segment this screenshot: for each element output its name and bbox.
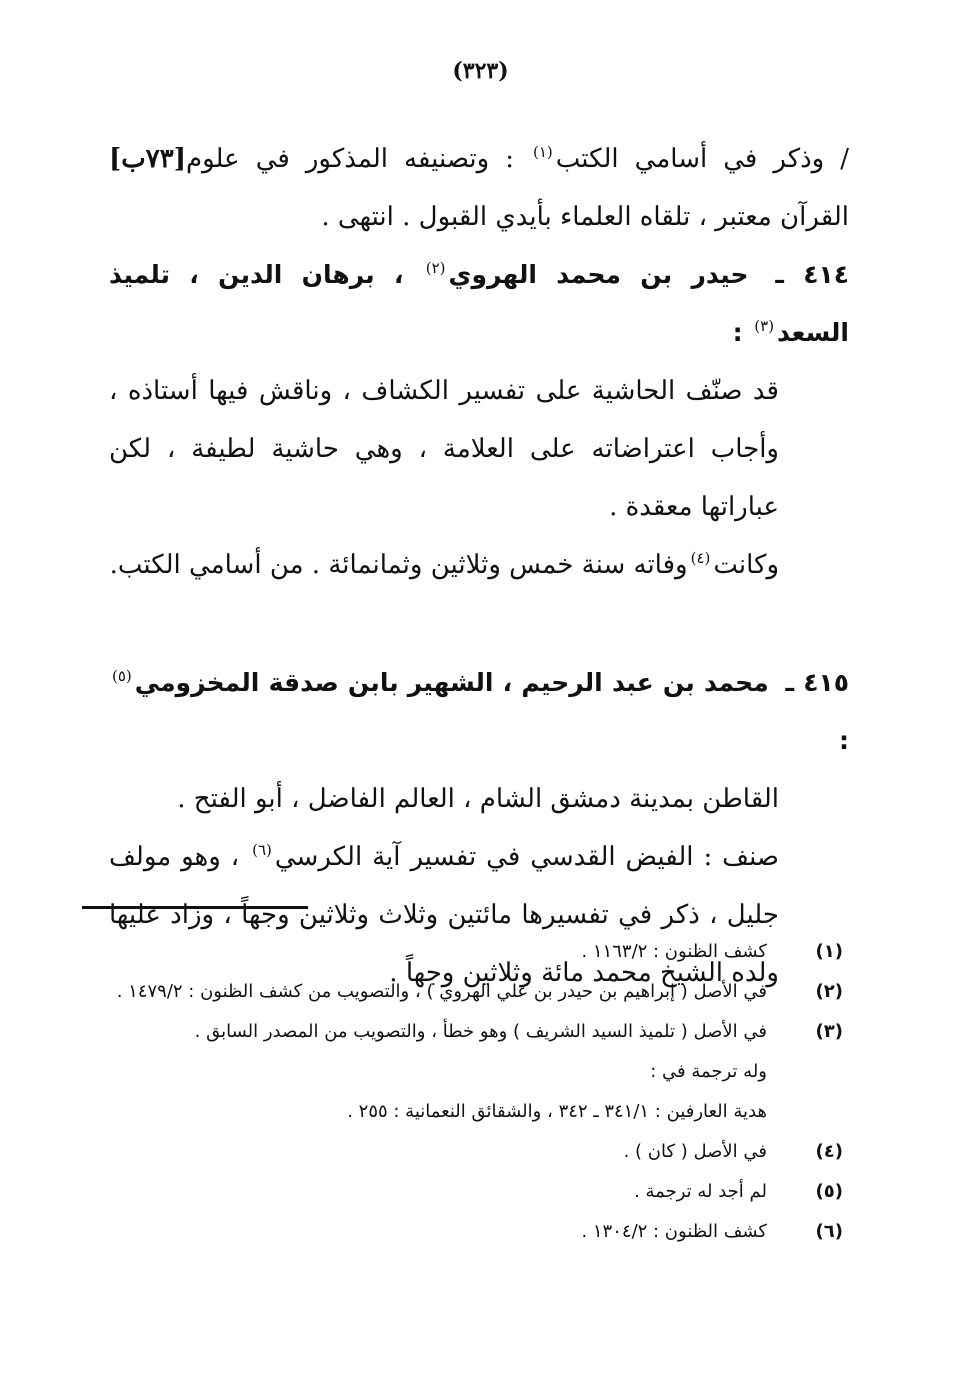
footnote	[113, 1212, 843, 1252]
entry-heading: :	[732, 318, 752, 347]
section-gap	[109, 594, 849, 654]
entry-number: ٤١٤ ـ	[775, 260, 850, 289]
paragraph-text: : وتصنيفه المذكور في علوم القرآن معتبر ، تلقاه العلماء بأيدي القبول . انتهى .	[186, 144, 849, 232]
entry-body-text: وكانت	[713, 550, 779, 580]
entry-body-text: وفاته سنة خمس وثلاثين وثمانمائة . من أسامي الكتب.	[109, 550, 688, 580]
footnote-ref: (٦)	[252, 841, 272, 860]
footnote	[113, 972, 843, 1012]
entry-heading: حيدر بن محمد الهروي	[448, 260, 749, 289]
entry-body-text: ، وهو مولف جليل ، ذكر في تفسيرها مائتين وثلاث وثلاثين وجهاً ، وزاد عليها ولده الشيخ محمد مائة وثلاثين وجهاً .	[109, 842, 779, 988]
footnote-ref: (٢)	[425, 259, 446, 278]
entry-heading: محمد بن عبد الرحيم ، الشهير بابن صدقة المخزومي	[134, 668, 769, 697]
footnote	[113, 1012, 843, 1052]
footnote	[113, 1172, 843, 1212]
entry-body: قد صنّف الحاشية على تفسير الكشاف ، وناقش فيها أستاذه ، وأجاب اعتراضاته على العلامة ، وهي حاشية لطيفة ، لكن عباراتها معقدة .	[109, 376, 779, 522]
footnote-ref: (٤)	[690, 549, 711, 568]
footnote-number: (١)	[815, 941, 843, 962]
entry-415	[109, 654, 849, 770]
folio-marker: [٧٣ب]	[109, 144, 187, 174]
footnote-continuation: وله ترجمة في :	[650, 1061, 767, 1082]
footnote-number: (٣)	[815, 1021, 843, 1042]
page-number: (٣٢٣)	[452, 58, 509, 84]
footnote-text: لم أجد له ترجمة .	[634, 1181, 767, 1202]
entry-414	[109, 246, 849, 362]
footnote-continuation: هدية العارفين : ٣٤١/١ ـ ٣٤٢ ، والشقائق النعمانية : ٢٥٥ .	[347, 1101, 767, 1122]
entry-body-text: صنف : الفيض القدسي في تفسير آية الكرسي	[274, 842, 779, 872]
footnote-separator	[82, 906, 308, 909]
footnote-number: (٤)	[815, 1141, 843, 1162]
footnote-text: في الأصل ( كان ) .	[623, 1141, 767, 1162]
footnote-text: في الأصل ( إبراهيم بن حيدر بن علي الهروي ) ، والتصويب من كشف الظنون : ١٤٧٩/٢ .	[116, 981, 767, 1002]
entry-heading: ، برهان الدين ، تلميذ السعد	[109, 260, 849, 347]
entry-body: القاطن بمدينة دمشق الشام ، العالم الفاضل ، أبو الفتح .	[177, 784, 779, 814]
footnote-text: كشف الظنون : ١١٦٣/٢ .	[581, 941, 767, 962]
entry-number: ٤١٥ ـ	[785, 668, 850, 697]
footnote-ref: (٣)	[754, 317, 775, 336]
footnotes	[113, 932, 843, 1252]
entry-heading: :	[839, 726, 849, 755]
main-text	[109, 130, 849, 1002]
footnote-ref: (١)	[532, 143, 553, 162]
footnote	[113, 932, 843, 972]
paragraph-text: / وذكر في أسامي الكتب	[555, 144, 849, 174]
footnote-ref: (٥)	[112, 667, 132, 686]
footnote-text: كشف الظنون : ١٣٠٤/٢ .	[581, 1221, 767, 1242]
footnote-number: (٥)	[815, 1181, 843, 1202]
footnote-number: (٦)	[815, 1221, 843, 1242]
footnote-text: في الأصل ( تلميذ السيد الشريف ) وهو خطأ ، والتصويب من المصدر السابق .	[194, 1021, 767, 1042]
footnote	[113, 1132, 843, 1172]
footnote-number: (٢)	[815, 981, 843, 1002]
entry-body	[109, 536, 849, 594]
paragraph-continuation	[109, 130, 849, 246]
